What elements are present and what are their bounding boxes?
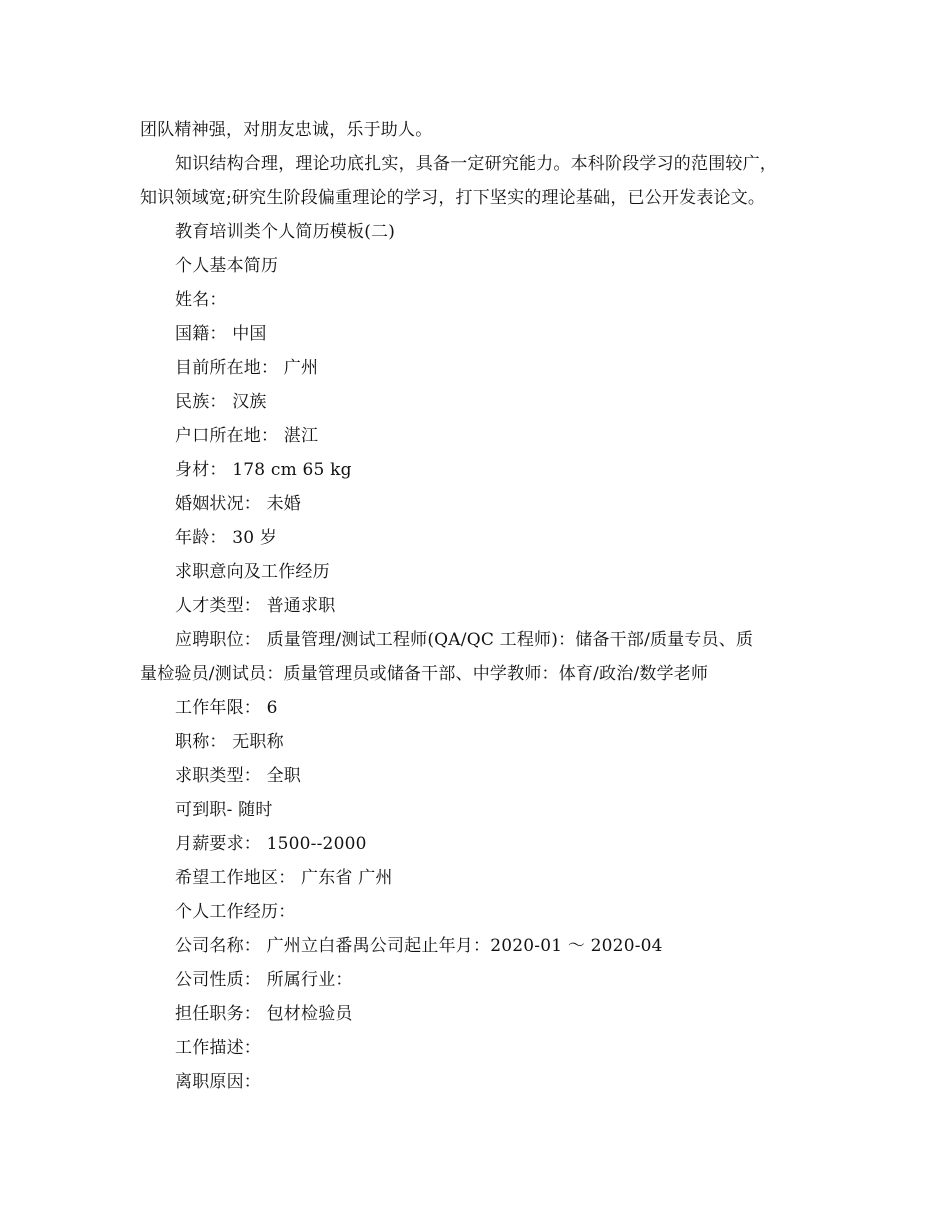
field-company-nature: 公司性质： 所属行业： xyxy=(175,970,353,990)
field-talent-type: 人才类型： 普通求职 xyxy=(175,596,336,616)
field-job-description: 工作描述： xyxy=(175,1038,261,1058)
field-applied-position: 应聘职位： 质量管理/测试工程师(QA/QC 工程师)：储备干部/质量专员、质 xyxy=(175,630,754,650)
field-company-name: 公司名称： 广州立白番禺公司起止年月：2020-01 ～ 2020-04 xyxy=(175,936,663,956)
section-heading: 个人工作经历： xyxy=(175,902,296,922)
field-ethnicity: 民族： 汉族 xyxy=(175,392,267,412)
field-desired-location: 希望工作地区： 广东省 广州 xyxy=(175,868,393,888)
field-hukou-location: 户口所在地： 湛江 xyxy=(175,426,319,446)
field-age: 年龄： 30 岁 xyxy=(175,528,278,548)
field-applied-position-continued: 量检验员/测试员：质量管理员或储备干部、中学教师：体育/政治/数学老师 xyxy=(140,664,709,684)
section-heading: 求职意向及工作经历 xyxy=(175,562,330,582)
field-availability: 可到职- 随时 xyxy=(175,800,273,820)
resume-title: 教育培训类个人简历模板(二) xyxy=(175,222,396,242)
paragraph-line: 知识领域宽;研究生阶段偏重理论的学习，打下坚实的理论基础，已公开发表论文。 xyxy=(140,188,766,208)
field-job-type: 求职类型： 全职 xyxy=(175,766,302,786)
field-years-experience: 工作年限： 6 xyxy=(175,698,278,718)
field-nationality: 国籍： 中国 xyxy=(175,324,267,344)
field-leaving-reason: 离职原因： xyxy=(175,1072,261,1092)
paragraph-line: 知识结构合理，理论功底扎实，具备一定研究能力。本科阶段学习的范围较广， xyxy=(175,154,777,174)
field-salary: 月薪要求： 1500--2000 xyxy=(175,834,367,854)
field-marital-status: 婚姻状况： 未婚 xyxy=(175,494,302,514)
field-title: 职称： 无职称 xyxy=(175,732,284,752)
field-height-weight: 身材： 178 cm 65 kg xyxy=(175,460,352,480)
section-heading: 个人基本简历 xyxy=(175,256,279,276)
field-name: 姓名： xyxy=(175,290,227,310)
paragraph-line: 团队精神强，对朋友忠诚，乐于助人。 xyxy=(140,120,433,140)
field-current-location: 目前所在地： 广州 xyxy=(175,358,319,378)
field-position-held: 担任职务： 包材检验员 xyxy=(175,1004,353,1024)
